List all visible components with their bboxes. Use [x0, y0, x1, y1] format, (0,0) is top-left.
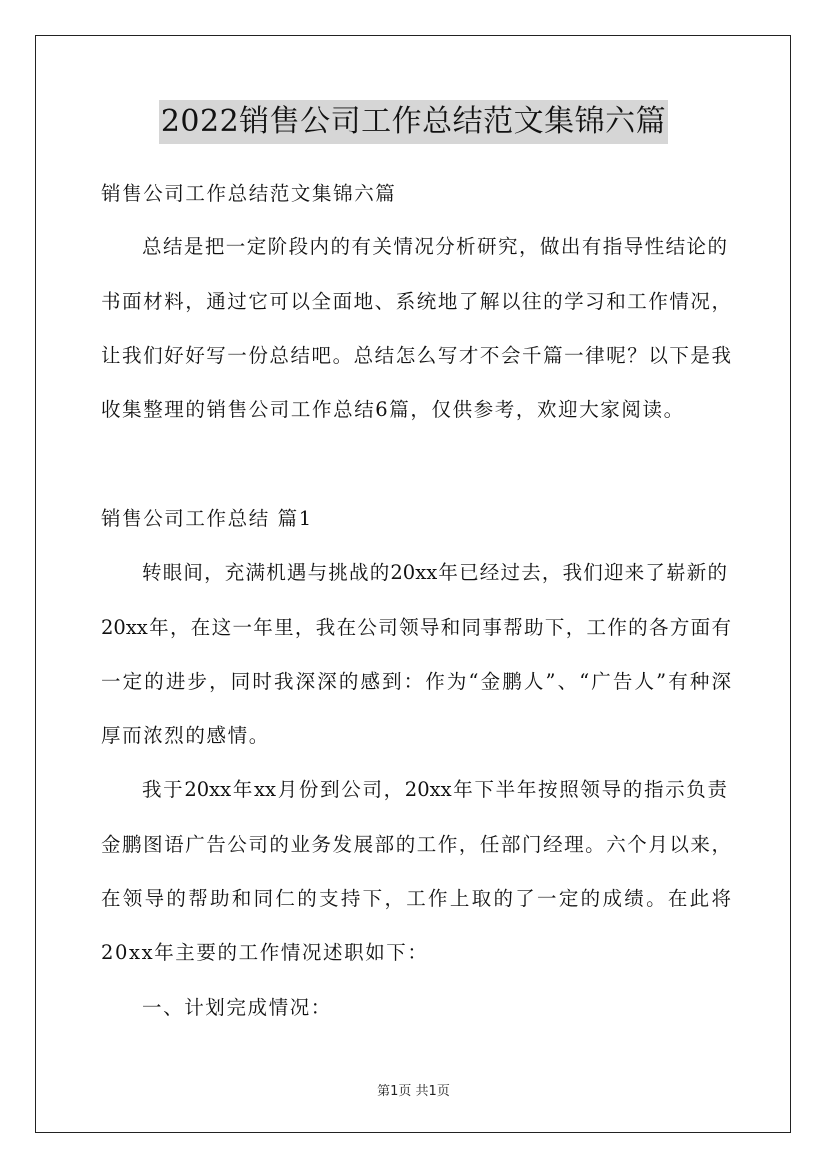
paragraph2-line-4: 20xx年主要的工作情况述职如下：: [101, 941, 429, 964]
paragraph1-line-1: 转眼间，充满机遇与挑战的20xx年已经过去，我们迎来了崭新的: [142, 561, 727, 584]
document-title-text: 2022销售公司工作总结范文集锦六篇: [159, 100, 668, 144]
paragraph1-line-3: 一定的进步，同时我深深的感到：作为“金鹏人”、“广告人”有种深: [101, 670, 731, 693]
intro-line-3: 让我们好好写一份总结吧。总结怎么写才不会千篇一律呢？以下是我: [101, 344, 731, 367]
page-footer: 第1页 共1页: [377, 1084, 450, 1099]
paragraph2-line-1: 我于20xx年xx月份到公司，20xx年下半年按照领导的指示负责: [142, 778, 727, 801]
paragraph2-line-2: 金鹏图语广告公司的业务发展部的工作，任部门经理。六个月以来，: [101, 833, 731, 856]
paragraph1-line-2: 20xx年，在这一年里，我在公司领导和同事帮助下，工作的各方面有: [101, 616, 731, 639]
document-title: [0, 100, 827, 144]
document-subtitle: 销售公司工作总结范文集锦六篇: [101, 182, 397, 205]
paragraph1-line-4: 厚而浓烈的感情。: [101, 724, 270, 747]
paragraph2-line-3: 在领导的帮助和同仁的支持下，工作上取的了一定的成绩。在此将: [101, 887, 731, 910]
intro-line-4: 收集整理的销售公司工作总结6篇，仅供参考，欢迎大家阅读。: [101, 398, 685, 421]
intro-line-2: 书面材料，通过它可以全面地、系统地了解以往的学习和工作情况，: [101, 290, 731, 313]
intro-line-1: 总结是把一定阶段内的有关情况分析研究，做出有指导性结论的: [142, 235, 727, 258]
list-item-plan-completion: 一、计划完成情况：: [142, 996, 332, 1019]
section-heading: 销售公司工作总结 篇1: [101, 507, 313, 530]
